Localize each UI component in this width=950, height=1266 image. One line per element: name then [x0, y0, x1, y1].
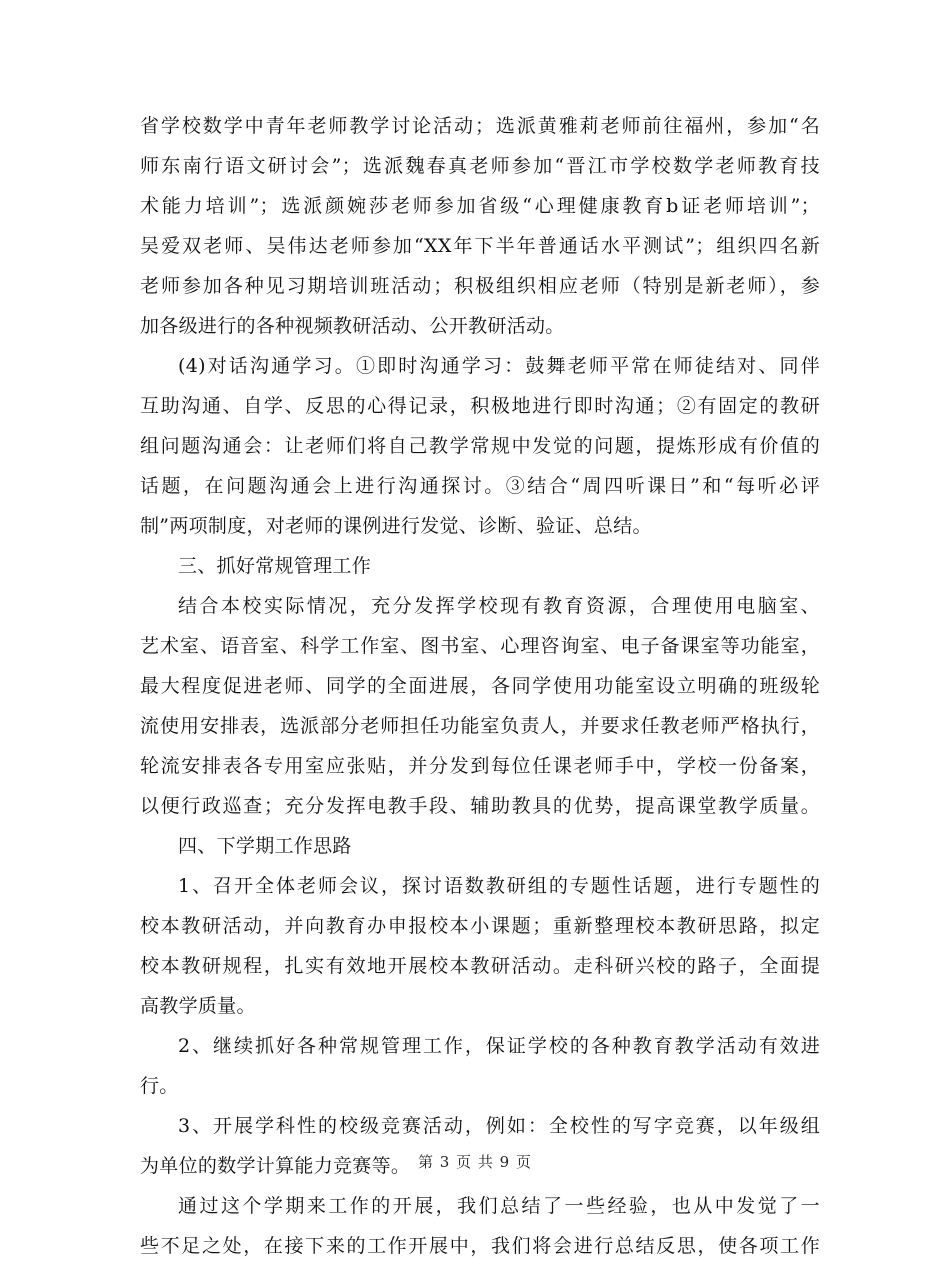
- text-line: 最大程度促进老师、同学的全面进展，各同学使用功能室设立明确的班级轮: [140, 675, 820, 697]
- text-line: 1、召开全体老师会议，探讨语数教研组的专题性话题，进行专题性的: [178, 875, 820, 897]
- text-line: 加各级进行的各种视频教研活动、公开教研活动。: [140, 315, 565, 337]
- text-line: 通过这个学期来工作的开展，我们总结了一些经验，也从中发觉了一: [178, 1195, 820, 1217]
- text-line: 术能力培训”；选派颜婉莎老师参加省级“心理健康教育b证老师培训”；: [140, 195, 820, 217]
- text-line: 校本教研规程，扎实有效地开展校本教研活动。走科研兴校的路子，全面提: [140, 955, 820, 977]
- document-body: [140, 106, 820, 1266]
- text-line: 2、继续抓好各种常规管理工作，保证学校的各种教育教学活动有效进: [178, 1035, 820, 1057]
- page-footer: 第 3 页 共 9 页: [418, 1153, 532, 1171]
- text-line: 高教学质量。: [140, 995, 256, 1017]
- text-line: 省学校数学中青年老师教学讨论活动；选派黄雅莉老师前往福州，参加“名: [140, 115, 820, 137]
- text-line: 四、下学期工作思路: [178, 835, 352, 857]
- text-line: 制”两项制度，对老师的课例进行发觉、诊断、验证、总结。: [140, 515, 652, 537]
- text-line: (4)对话沟通学习。①即时沟通学习：鼓舞老师平常在师徒结对、同伴: [178, 355, 820, 377]
- text-line: 艺术室、语音室、科学工作室、图书室、心理咨询室、电子备课室等功能室，: [140, 635, 820, 657]
- text-line: 结合本校实际情况，充分发挥学校现有教育资源，合理使用电脑室、: [178, 595, 820, 617]
- text-line: 行。: [140, 1075, 179, 1097]
- text-line: 老师参加各种见习期培训班活动；积极组织相应老师（特别是新老师），参: [140, 275, 820, 297]
- text-line: 三、抓好常规管理工作: [178, 555, 372, 577]
- text-line: 轮流安排表各专用室应张贴，并分发到每位任课老师手中，学校一份备案，: [140, 755, 820, 777]
- text-line: 组问题沟通会：让老师们将自己教学常规中发觉的问题，提炼形成有价值的: [140, 435, 820, 457]
- text-line: 师东南行语文研讨会”；选派魏春真老师参加“晋江市学校数学老师教育技: [140, 155, 820, 177]
- text-line: 吴爱双老师、吴伟达老师参加“XX年下半年普通话水平测试”；组织四名新: [140, 235, 820, 257]
- text-line: 校本教研活动，并向教育办申报校本小课题；重新整理校本教研思路，拟定: [140, 915, 820, 937]
- text-line: 些不足之处，在接下来的工作开展中，我们将会进行总结反思，使各项工作: [140, 1235, 820, 1257]
- text-line: 流使用安排表，选派部分老师担任功能室负责人，并要求任教老师严格执行，: [140, 715, 820, 737]
- text-line: 为单位的数学计算能力竞赛等。: [140, 1155, 411, 1177]
- text-line: 互助沟通、自学、反思的心得记录，积极地进行即时沟通；②有固定的教研: [140, 395, 820, 417]
- text-line: 3、开展学科性的校级竞赛活动，例如：全校性的写字竞赛，以年级组: [178, 1115, 820, 1137]
- text-line: 话题，在问题沟通会上进行沟通探讨。③结合“周四听课日”和“每听必评: [140, 475, 820, 497]
- text-line: 以便行政巡查；充分发挥电教手段、辅助教具的优势，提高课堂教学质量。: [140, 795, 820, 817]
